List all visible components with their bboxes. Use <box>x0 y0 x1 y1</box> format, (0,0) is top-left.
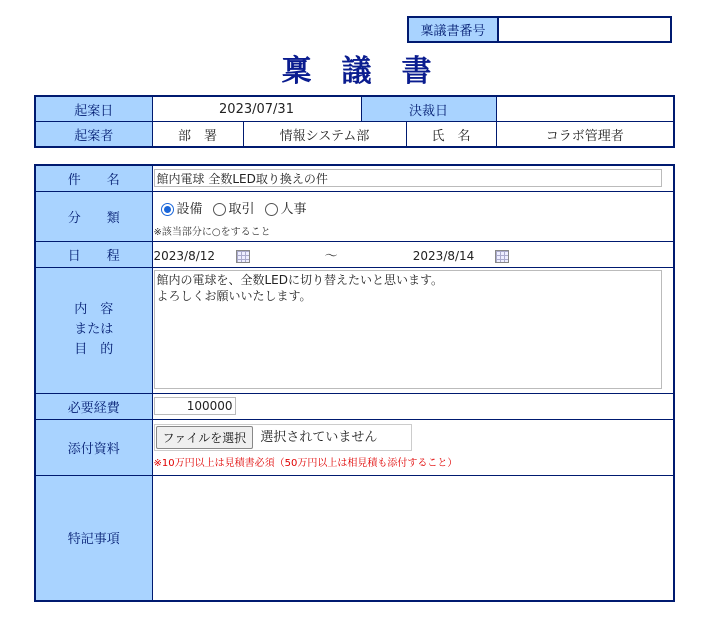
schedule-end-input[interactable]: 2023/8/14 <box>412 248 475 263</box>
remarks-label: 特記事項 <box>35 475 152 601</box>
cost-input[interactable] <box>154 397 236 415</box>
choose-file-button[interactable]: ファイルを選択 <box>156 426 254 449</box>
calendar-icon[interactable] <box>495 250 509 263</box>
department-label: 部 署 <box>152 122 243 148</box>
category-option-facility[interactable]: 設備 <box>161 198 203 217</box>
content-textarea[interactable] <box>154 270 662 389</box>
subject-input[interactable] <box>154 169 662 187</box>
remarks-field[interactable] <box>152 475 674 601</box>
schedule-tilde: ～ <box>324 248 338 264</box>
doc-number-box <box>407 16 672 43</box>
category-option-personnel[interactable]: 人事 <box>265 198 307 217</box>
schedule-start-input[interactable]: 2023/8/12 <box>153 248 216 263</box>
schedule-label: 日 程 <box>35 241 152 267</box>
file-status: 選択されていません <box>260 429 378 445</box>
attach-label: 添付資料 <box>35 419 152 475</box>
doc-number-label: 稟議書番号 <box>409 18 499 41</box>
radio-unchecked-icon <box>265 203 278 216</box>
content-label: 内 容 または 目 的 <box>35 267 152 393</box>
name-label: 氏 名 <box>406 122 496 148</box>
draft-date-label: 起案日 <box>35 96 152 122</box>
department-value: 情報システム部 <box>243 122 406 148</box>
calendar-icon[interactable] <box>236 250 250 263</box>
attach-note: ※10万円以上は見積書必須（50万円以上は相見積も添付すること） <box>153 457 458 469</box>
subject-label: 件 名 <box>35 165 152 191</box>
drafter-label: 起案者 <box>35 122 152 148</box>
doc-number-field[interactable] <box>499 18 670 41</box>
info-table <box>34 95 675 148</box>
page-title: 稟議書 <box>281 54 462 89</box>
category-note: ※該当部分に○をすること <box>153 226 271 238</box>
decision-date-value <box>496 96 674 122</box>
decision-date-label: 決裁日 <box>361 96 496 122</box>
name-value: コラボ管理者 <box>496 122 674 148</box>
request-form-table <box>34 164 675 602</box>
radio-unchecked-icon <box>213 203 226 216</box>
radio-checked-icon <box>161 203 174 216</box>
draft-date-value: 2023/07/31 <box>152 96 361 122</box>
cost-label: 必要経費 <box>35 393 152 419</box>
category-option-transaction[interactable]: 取引 <box>213 198 255 217</box>
category-label: 分 類 <box>35 191 152 241</box>
file-input[interactable] <box>154 424 412 451</box>
